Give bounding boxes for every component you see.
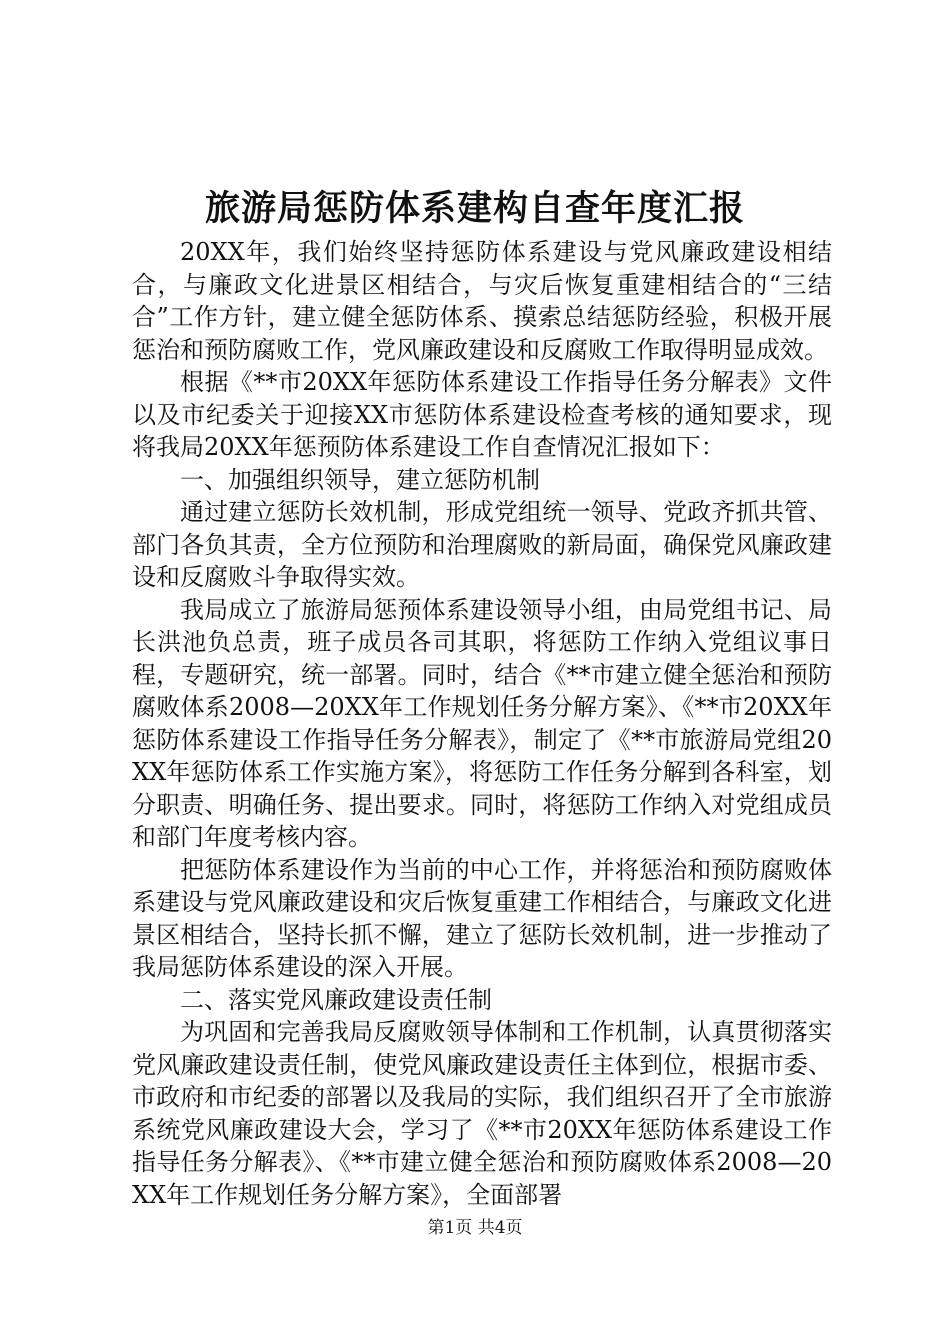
section-heading-1: 一、加强组织领导，建立惩防机制 bbox=[180, 465, 540, 494]
paragraph-intro: 20XX年，我们始终坚持惩防体系建设与党风廉政建设相结合，与廉政文化进景区相结合，与灾后恢复重建相结合的“三结合”工作方针，建立健全惩防体系、摸索总结惩防经验，积极开展惩治和预防腐败工作，党风廉政建设和反腐败工作取得明显成效。 bbox=[132, 238, 832, 364]
paragraph-responsibility: 为巩固和完善我局反腐败领导体制和工作机制，认真贯彻落实党风廉政建设责任制，使党风廉政建设责任主体到位，根据市委、市政府和市纪委的部署以及我局的实际，我们组织召开了全市旅游系统党风廉政建设大会，学习了《**市20XX年惩防体系建设工作指导任务分解表》、《**市建立健全惩治和预防腐败体系2008—20XX年工作规划任务分解方案》，全面部署 bbox=[132, 1018, 832, 1209]
document-body bbox=[132, 236, 832, 1211]
paragraph-central-work: 把惩防体系建设作为当前的中心工作，并将惩治和预防腐败体系建设与党风廉政建设和灾后恢复重建工作相结合，与廉政文化进景区相结合，坚持长抓不懈，建立了惩防长效机制，进一步推动了我局惩防体系建设的深入开展。 bbox=[132, 855, 832, 981]
section-heading-2: 二、落实党风廉政建设责任制 bbox=[180, 985, 492, 1014]
paragraph-mechanism: 通过建立惩防长效机制，形成党组统一领导、党政齐抓共管、部门各负其责，全方位预防和治理腐败的新局面，确保党风廉政建设和反腐败斗争取得实效。 bbox=[132, 498, 832, 591]
page-footer: 第1页 共4页 bbox=[427, 1218, 523, 1238]
paragraph-basis: 根据《**市20XX年惩防体系建设工作指导任务分解表》文件以及市纪委关于迎接XX市惩防体系建设检查考核的通知要求，现将我局20XX年惩预防体系建设工作自查情况汇报如下： bbox=[132, 368, 832, 461]
paragraph-leadership-group: 我局成立了旅游局惩预体系建设领导小组，由局党组书记、局长洪池负总责，班子成员各司其职，将惩防工作纳入党组议事日程，专题研究，统一部署。同时，结合《**市建立健全惩治和预防腐败体系2008—20XX年工作规划任务分解方案》、《**市20XX年惩防体系建设工作指导任务分解表》，制定了《**市旅游局党组20XX年惩防体系工作实施方案》，将惩防工作任务分解到各科室，划分职责、明确任务、提出要求。同时，将惩防工作纳入对党组成员和部门年度考核内容。 bbox=[132, 595, 832, 851]
document-title: 旅游局惩防体系建构自查年度汇报 bbox=[204, 188, 745, 229]
